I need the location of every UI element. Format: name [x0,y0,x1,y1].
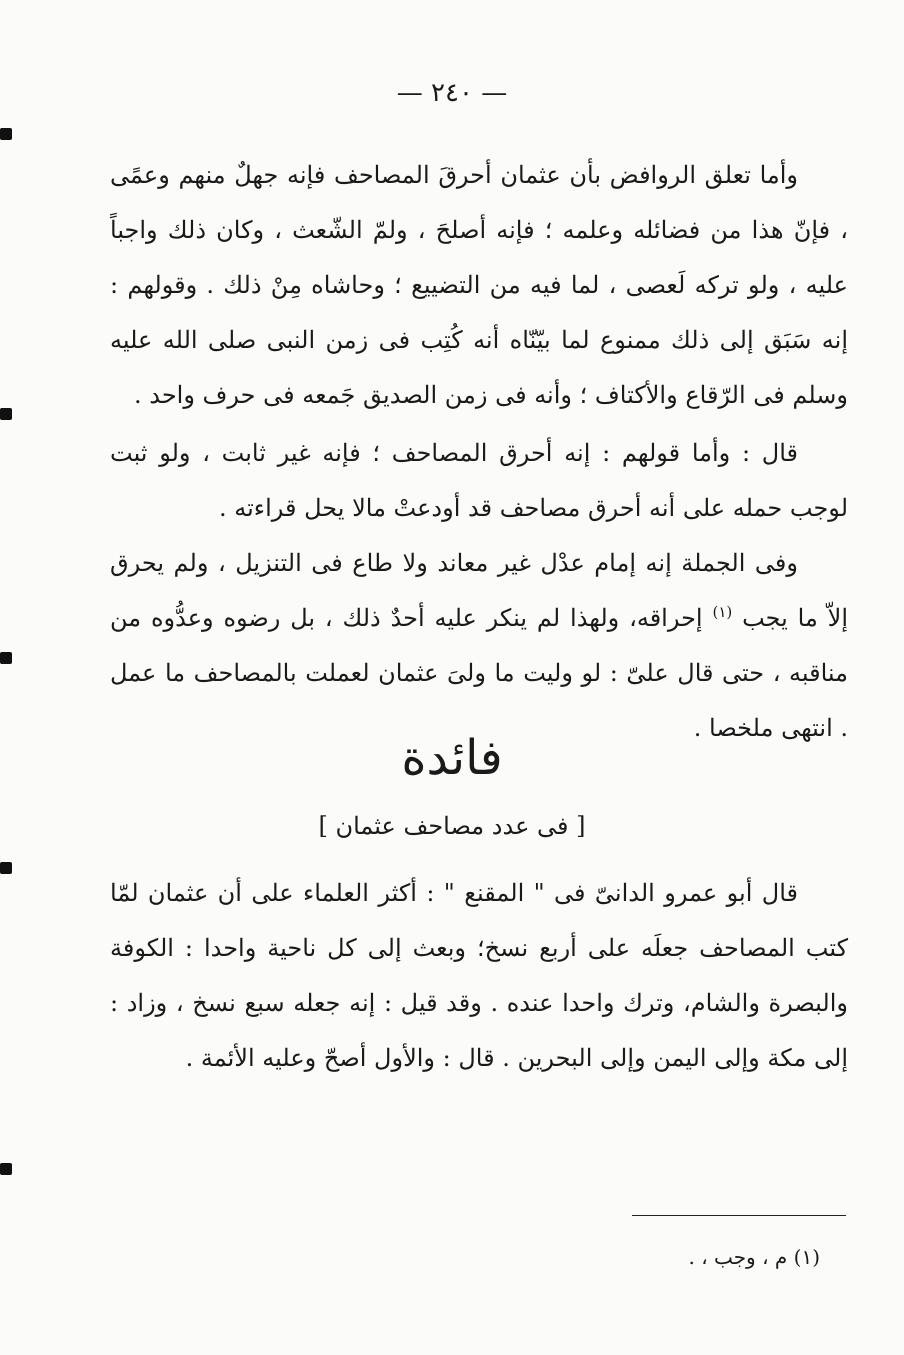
margin-mark [0,128,12,140]
paragraph-2 [110,426,848,536]
paragraph-4-text: قال أبو عمرو الدانىّ فى " المقنع " : أكثر العلماء على أن عثمان لمّا كتب المصاحف جعلَه على أربع نسخ؛ وبعث إلى كل ناحية واحدا : الكوفة والبصرة والشام، وترك واحدا عنده . وقد قيل : إنه جعله سبع نسخ ، وزاد : إلى مكة وإلى اليمن وإلى البحرين . قال : والأول أصحّ وعليه الأئمة . [110,879,848,1072]
paragraph-3-rest: إحراقه، ولهذا لم ينكر عليه أحدٌ ذلك ، بل رضوه وعدُّوه من مناقبه ، حتى قال علىّ : لو وليت ما ولىَ عثمان لعملت بالمصاحف ما عمل . انتهى ملخصا . [110,604,848,742]
footnote: (١) م ، وجب ، . [688,1245,820,1269]
paragraph-3 [110,536,848,756]
paragraph-3-main: وفى الجملة إنه إمام عدْل غير معاند ولا طاع فى التنزيل ، ولم يحرق إلاّ ما يجب [110,549,848,632]
margin-mark [0,862,12,874]
footnote-reference[interactable]: (١) [712,603,733,621]
paragraph-1 [110,148,848,423]
margin-mark [0,408,12,420]
section-heading: فائدة [401,730,503,786]
paragraph-3-text [110,536,848,756]
page-number: — ٢٤٠ — [396,78,508,108]
footnote-divider [632,1215,846,1216]
paragraph-4 [110,866,848,1086]
paragraph-1-text: وأما تعلق الروافض بأن عثمان أحرقَ المصاحف فإنه جهلٌ منهم وعمًى ، فإنّ هذا من فضائله وعلمه ؛ فإنه أصلحَ ، ولمّ الشّعث ، وكان ذلك واجباً عليه ، ولو تركه لَعصى ، لما فيه من التضييع ؛ وحاشاه مِنْ ذلك . وقولهم : إنه سَبَق إلى ذلك ممنوع لما بيّنّاه أنه كُتِب فى زمن النبى صلى الله عليه وسلم فى الرّقاع والأكتاف ؛ وأنه فى زمن الصديق جَمعه فى حرف واحد . [110,161,848,409]
margin-mark [0,652,12,664]
paragraph-2-text: قال : وأما قولهم : إنه أحرق المصاحف ؛ فإنه غير ثابت ، ولو ثبت لوجب حمله على أنه أحرق مصاحف قد أودعتْ مالا يحل قراءته . [110,439,848,522]
margin-mark [0,1163,12,1175]
section-subheading: [ فى عدد مصاحف عثمان ] [318,812,586,840]
